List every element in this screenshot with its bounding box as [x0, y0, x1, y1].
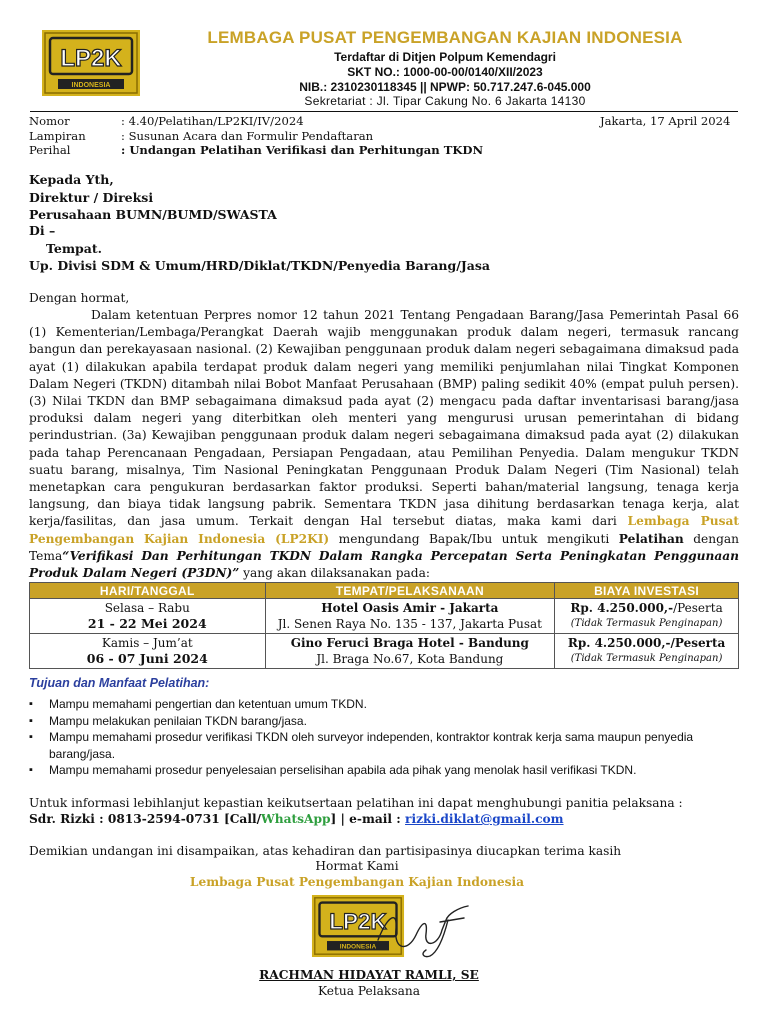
recipient-line-4: Di – [29, 223, 56, 238]
price-amount: Rp. 4.250.000,- [570, 601, 674, 615]
signer-position: Ketua Pelaksana [318, 984, 420, 998]
secretariat-line: Sekretariat : Jl. Tipar Cakung No. 6 Jakarta 14130 [304, 94, 586, 108]
venue-address: Jl. Senen Raya No. 135 - 137, Jakarta Pusat [277, 617, 542, 631]
schedule-table [29, 582, 739, 669]
email-link[interactable]: rizki.diklat@gmail.com [405, 812, 564, 826]
price-cell [555, 634, 739, 669]
table-row [30, 634, 739, 669]
skt-line: SKT NO.: 1000-00-00/0140/XII/2023 [347, 65, 543, 79]
day-date: 21 - 22 Mei 2024 [87, 616, 207, 631]
price-amount: Rp. 4.250.000,- [567, 636, 671, 650]
email-label: ] | e-mail : [330, 812, 406, 826]
list-item: ▪ Mampu memahami prosedur verifikasi TKDN oleh surveyor independen, kontraktor kontrak kerja sama maupun penyedia barang/jasa. [29, 729, 741, 762]
header-venue: TEMPAT/PELAKSANAAN [265, 583, 555, 599]
objectives-list [29, 696, 741, 779]
signer-name: RACHMAN HIDAYAT RAMLI, SE [259, 968, 479, 982]
stamp-logo-subtext: INDONESIA [339, 943, 377, 951]
list-item: ▪ Mampu melakukan penilaian TKDN barang/jasa. [29, 713, 741, 730]
contact-line [29, 811, 564, 828]
recipient-line-1: Kepada Yth, [29, 172, 114, 187]
price-per: /Peserta [673, 601, 723, 615]
signature [368, 900, 478, 960]
table-row [30, 599, 739, 634]
letter-date: Jakarta, 17 April 2024 [600, 114, 731, 128]
contact-name-phone: Sdr. Rizki : 0813-2594-0731 [Call/ [29, 812, 262, 826]
venue-cell [265, 599, 555, 634]
regards: Hormat Kami [315, 859, 399, 873]
header-divider [30, 111, 738, 112]
body-text-mid: mengundang Bapak/Ibu untuk mengikuti [329, 531, 619, 546]
nomor-label: Nomor [29, 114, 70, 128]
day-name: Selasa – Rabu [104, 601, 190, 615]
logo-text: LP2K [60, 45, 122, 72]
stamp-logo-text: LP2K [329, 908, 387, 934]
greeting: Dengan hormat, [29, 291, 130, 305]
meta-perihal [29, 143, 729, 158]
org-name: LEMBAGA PUSAT PENGEMBANGAN KAJIAN INDONESIA [207, 28, 683, 47]
nib-npwp-line: NIB.: 2310230118345 || NPWP: 50.717.247.6-045.000 [299, 80, 591, 94]
day-cell [30, 634, 266, 669]
venue-name: Gino Feruci Braga Hotel - Bandung [290, 636, 529, 650]
price-cell [555, 599, 739, 634]
body-text-main: Dalam ketentuan Perpres nomor 12 tahun 2021 Tentang Pengadaan Barang/Jasa Pemerintah Pasal 66 (1) Kementerian/Lembaga/Perangkat Daerah wajib menggunakan produk dalam negeri, termasuk rancang bangun dan perekayasaan nasional. (2) Kewajiban penggunaan produk dalam negeri sebagaimana dimaksud pada ayat (1) dilakukan apabila terdapat produk dalam negeri yang memiliki penjumlahan nilai Tingkat Komponen Dalam Negeri (TKDN) ditambah nilai Bobot Manfaat Perusahaan (BMP) paling sedikit 40% (empat puluh persen). (3) Nilai TKDN dan BMP sebagaimana dimaksud pada ayat (2) mengacu pada daftar inventarisasi barang/jasa produksi dalam negeri yang diterbitkan oleh menteri yang mengurusi urusan pemerintahan di bidang perindustrian. (3a) Kewajiban penggunaan produk dalam negeri sebagaimana dimaksud pada ayat (2) dilakukan pada tahap Perencanaan Pengadaan, Persiapan Pengadaan, atau Pemilihan Penyedia. Dalam mengukur TKDN suatu barang, misalnya, Tim Nasional Peningkatan Penggunaan Produk Dalam Negeri (Tim Nasional) telah menetapkan cara pengukuran berdasarkan faktor produksi. Seperti bahan/material langsung, tenaga kerja langsung, dan biaya tidak langsung pabrik. Sementara TKDN jasa dihitung berdasarkan tenaga kerja, alat kerja/fasilitas, dan jasa umum. Terkait dengan Hal tersebut diatas, maka kami dari [29, 308, 739, 529]
recipient-line-2: Direktur / Direksi [29, 190, 154, 205]
body-text-tema: dengan Tema [29, 531, 739, 563]
registration-line: Terdaftar di Ditjen Polpum Kemendagri [334, 50, 556, 64]
venue-cell [265, 634, 555, 669]
perihal-value: : Undangan Pelatihan Verifikasi dan Perhitungan TKDN [121, 143, 484, 157]
body-text-end: yang akan dilaksanakan pada: [239, 566, 430, 581]
training-theme: “Verifikasi Dan Perhitungan TKDN Dalam Rangka Percepatan Serta Peningkatan Penggunaan Produk Dalam Negeri (P3DN)” [29, 548, 739, 581]
day-name: Kamis – Jum’at [101, 636, 193, 650]
logo-subtext: INDONESIA [71, 82, 111, 89]
price-per: /Peserta [670, 636, 726, 650]
lampiran-label: Lampiran [29, 129, 86, 143]
contact-intro: Untuk informasi lebihlanjut kepastian keikutsertaan pelatihan ini dapat menghubungi panitia pelaksana : [29, 796, 683, 810]
recipient-line-5: Tempat. [46, 241, 103, 256]
lampiran-value: : Susunan Acara dan Formulir Pendaftaran [121, 129, 374, 143]
meta-lampiran [29, 129, 729, 144]
lp2k-logo [42, 30, 140, 96]
list-item: ▪ Mampu memahami prosedur penyelesaian perselisihan apabila ada pihak yang menolak hasil verifikasi TKDN. [29, 762, 741, 779]
day-cell [30, 599, 266, 634]
price-note: (Tidak Termasuk Penginapan) [570, 653, 723, 664]
day-date: 06 - 07 Juni 2024 [86, 651, 208, 666]
body-paragraph [29, 307, 739, 582]
pelatihan-word: Pelatihan [618, 531, 684, 546]
org-reference: Lembaga Pusat Pengembangan Kajian Indonesia (LP2KI) [29, 514, 739, 546]
venue-name: Hotel Oasis Amir - Jakarta [321, 601, 499, 615]
list-item: ▪ Mampu memahami pengertian dan ketentuan umum TKDN. [29, 696, 741, 713]
closing-org: Lembaga Pusat Pengembangan Kajian Indonesia [189, 875, 525, 889]
header-price: BIAYA INVESTASI [555, 583, 739, 599]
perihal-label: Perihal [29, 143, 71, 157]
venue-address: Jl. Braga No.67, Kota Bandung [316, 652, 504, 666]
schedule-header-row [30, 583, 739, 599]
closing-text: Demikian undangan ini disampaikan, atas kehadiran dan partisipasinya diucapkan terima kasih [29, 844, 622, 858]
whatsapp-link[interactable]: WhatsApp [261, 812, 331, 826]
objectives-title: Tujuan dan Manfaat Pelatihan: [29, 676, 210, 690]
recipient-line-3: Perusahaan BUMN/BUMD/SWASTA [29, 207, 277, 222]
recipient-line-6: Up. Divisi SDM & Umum/HRD/Diklat/TKDN/Penyedia Barang/Jasa [29, 258, 490, 273]
price-note: (Tidak Termasuk Penginapan) [570, 618, 723, 629]
nomor-value: : 4.40/Pelatihan/LP2KI/IV/2024 [121, 114, 304, 128]
header-day: HARI/TANGGAL [30, 583, 266, 599]
